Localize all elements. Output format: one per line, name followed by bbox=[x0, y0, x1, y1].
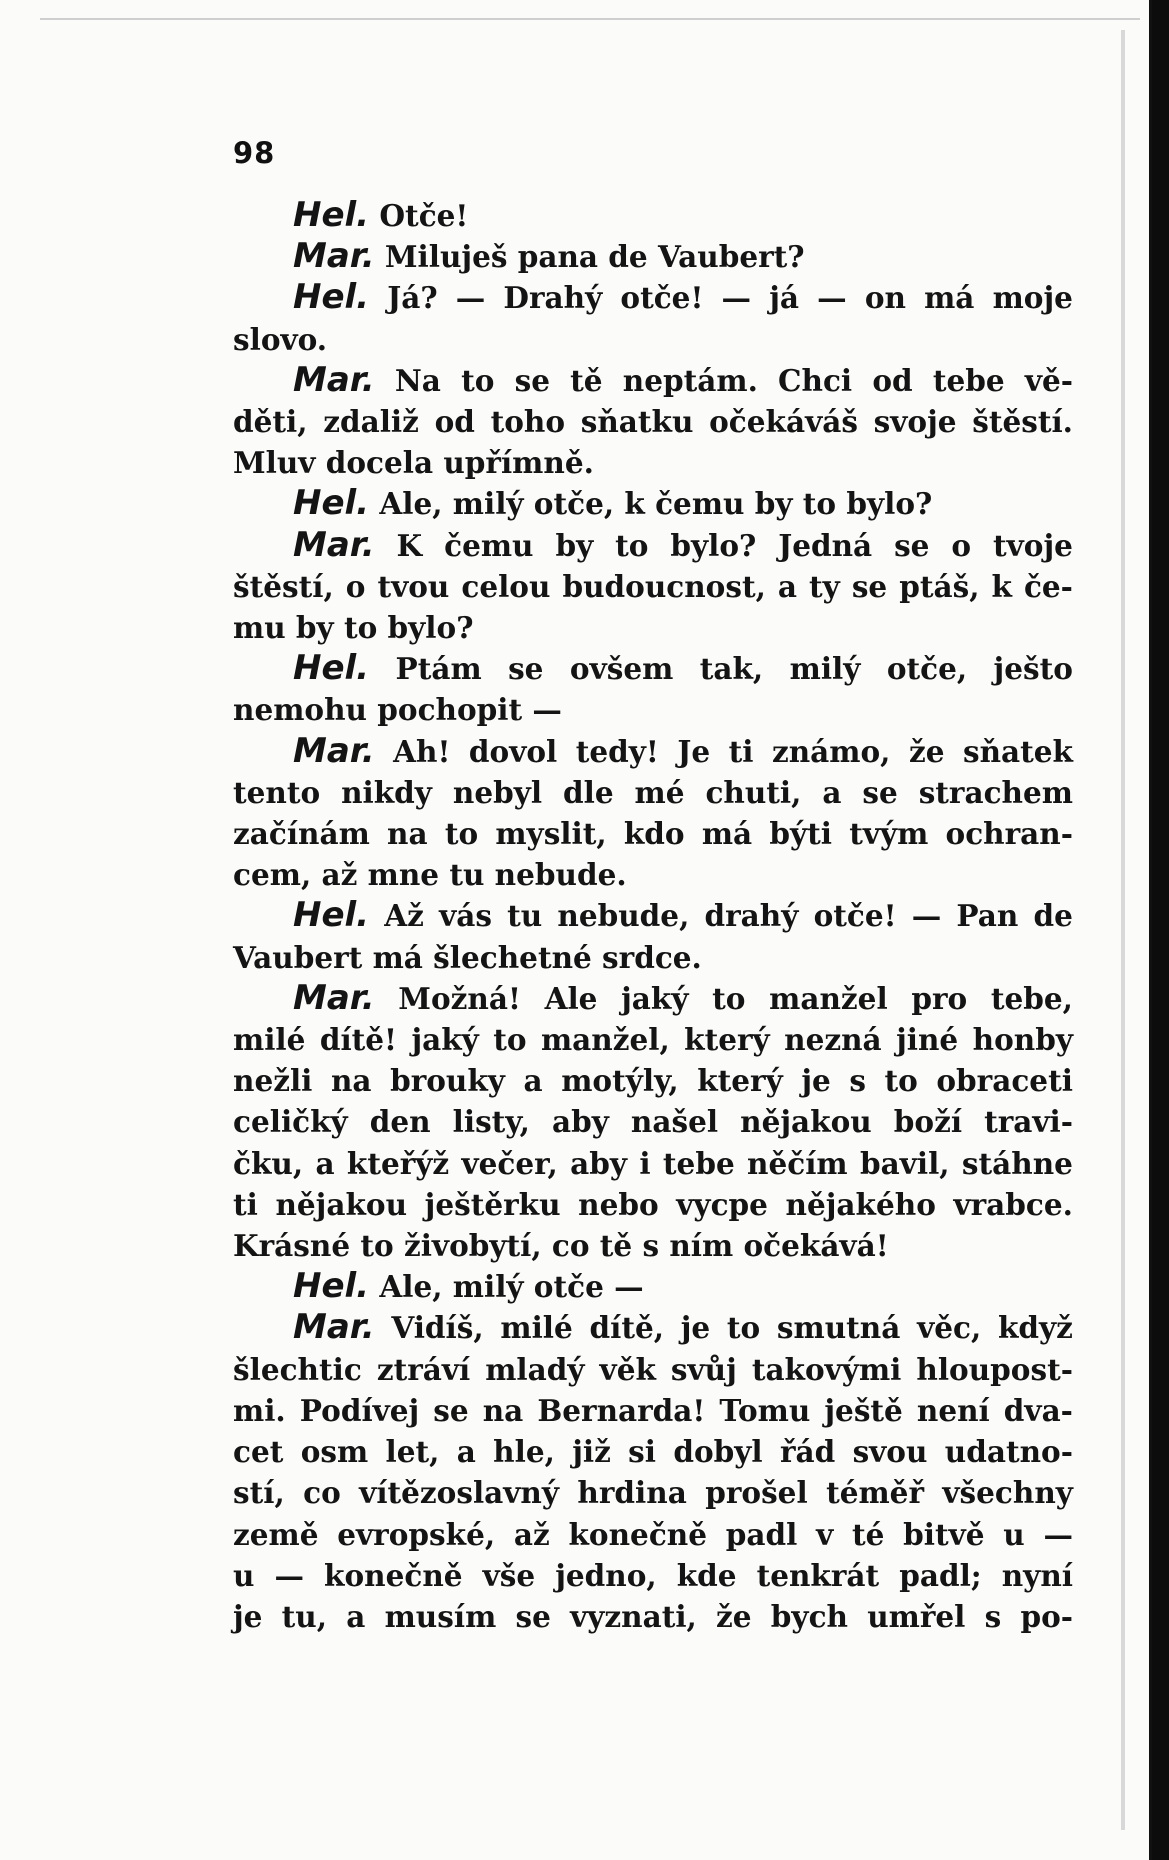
scan-border bbox=[1152, 0, 1169, 1860]
text-line: mi. Podívej se na Bernarda! Tomu ještě není dva- bbox=[233, 1392, 1073, 1428]
text-line: začínám na to myslit, kdo má býti tvým ochran- bbox=[233, 816, 1073, 852]
line-text: nemohu pochopit — bbox=[233, 692, 562, 728]
line-text: mu by to bylo? bbox=[233, 610, 474, 646]
text-line: Mar. Možná! Ale jaký to manžel pro tebe, bbox=[293, 977, 1073, 1018]
line-text: Ale, milý otče — bbox=[369, 1269, 644, 1305]
text-line: Mar. Na to se tě neptám. Chci od tebe vě- bbox=[293, 359, 1073, 400]
line-text: Krásné to živobytí, co tě s ním očekává! bbox=[233, 1228, 889, 1264]
text-line: je tu, a musím se vyznati, že bych umřel s po- bbox=[233, 1598, 1073, 1634]
speaker-label: Mar. bbox=[293, 524, 375, 565]
body-text bbox=[233, 195, 1073, 1637]
line-text: cem, až mne tu nebude. bbox=[233, 857, 627, 893]
text-line: milé dítě! jaký to manžel, který nezná jiné honby bbox=[233, 1022, 1073, 1058]
speaker-label: Mar. bbox=[293, 730, 375, 771]
page-top-edge bbox=[40, 18, 1140, 20]
text-line: Mar. K čemu by to bylo? Jedná se o tvoje bbox=[293, 524, 1073, 565]
speaker-label: Mar. bbox=[293, 977, 375, 1018]
text-line: stí, co vítězoslavný hrdina prošel téměř všechny bbox=[233, 1475, 1073, 1511]
page-number: 98 bbox=[233, 136, 276, 170]
text-line: Hel. Já? — Drahý otče! — já — on má moje bbox=[293, 277, 1073, 318]
text-line: tento nikdy nebyl dle mé chuti, a se strachem bbox=[233, 774, 1073, 810]
text-line: Mar. Ah! dovol tedy! Je ti známo, že sňatek bbox=[293, 730, 1073, 771]
text-line bbox=[233, 689, 1073, 730]
speaker-label: Mar. bbox=[293, 359, 375, 400]
text-line bbox=[233, 607, 1073, 648]
text-line bbox=[233, 1225, 1073, 1266]
text-line bbox=[233, 195, 1073, 236]
text-line: ti nějakou ještěrku nebo vycpe nějakého vrabce. bbox=[233, 1186, 1073, 1222]
page-right-shadow bbox=[1121, 30, 1125, 1830]
line-text: Ale, milý otče, k čemu by to bylo? bbox=[369, 486, 933, 522]
text-line: cet osm let, a hle, již si dobyl řád svou udatno- bbox=[233, 1434, 1073, 1470]
speaker-label: Mar. bbox=[293, 236, 375, 277]
text-line bbox=[233, 1266, 1073, 1307]
speaker-label: Hel. bbox=[293, 895, 370, 936]
line-text: Vaubert má šlechetné srdce. bbox=[233, 939, 702, 975]
text-line: Mar. Vidíš, milé dítě, je to smutná věc, když bbox=[293, 1307, 1073, 1348]
text-line: země evropské, až konečně padl v té bitvě u — bbox=[233, 1516, 1073, 1552]
text-line: celičký den listy, aby našel nějakou boží travi- bbox=[233, 1104, 1073, 1140]
speaker-label: Hel. bbox=[293, 1266, 370, 1307]
text-line: čku, a kteřýž večer, aby i tebe něčím bavil, stáhne bbox=[233, 1145, 1073, 1181]
speaker-label: Hel. bbox=[293, 483, 370, 524]
speaker-label: Hel. bbox=[293, 648, 370, 689]
line-text: slovo. bbox=[233, 321, 328, 357]
text-line bbox=[233, 236, 1073, 277]
speaker-label: Mar. bbox=[293, 1307, 375, 1348]
speaker-label: Hel. bbox=[293, 195, 370, 235]
text-line: Hel. Až vás tu nebude, drahý otče! — Pan de bbox=[293, 895, 1073, 936]
text-line: u — konečně vše jedno, kde tenkrát padl; nyní bbox=[233, 1557, 1073, 1593]
line-text: Mluv docela upřímně. bbox=[233, 445, 594, 481]
text-line: Hel. Ptám se ovšem tak, milý otče, ješto bbox=[293, 648, 1073, 689]
text-line: šlechtic ztráví mladý věk svůj takovými hloupost- bbox=[233, 1351, 1073, 1387]
text-line: nežli na brouky a motýly, který je s to obraceti bbox=[233, 1063, 1073, 1099]
text-line: štěstí, o tvou celou budoucnost, a ty se ptáš, k če- bbox=[233, 568, 1073, 604]
text-line bbox=[233, 483, 1073, 524]
speaker-label: Hel. bbox=[293, 277, 370, 318]
line-text: Miluješ pana de Vaubert? bbox=[374, 239, 805, 275]
text-line bbox=[233, 319, 1073, 360]
line-text: Otče! bbox=[369, 198, 469, 233]
text-line bbox=[233, 937, 1073, 978]
text-line: děti, zdaliž od toho sňatku očekáváš svoje štěstí. bbox=[233, 404, 1073, 440]
text-line bbox=[233, 854, 1073, 895]
text-line bbox=[233, 442, 1073, 483]
